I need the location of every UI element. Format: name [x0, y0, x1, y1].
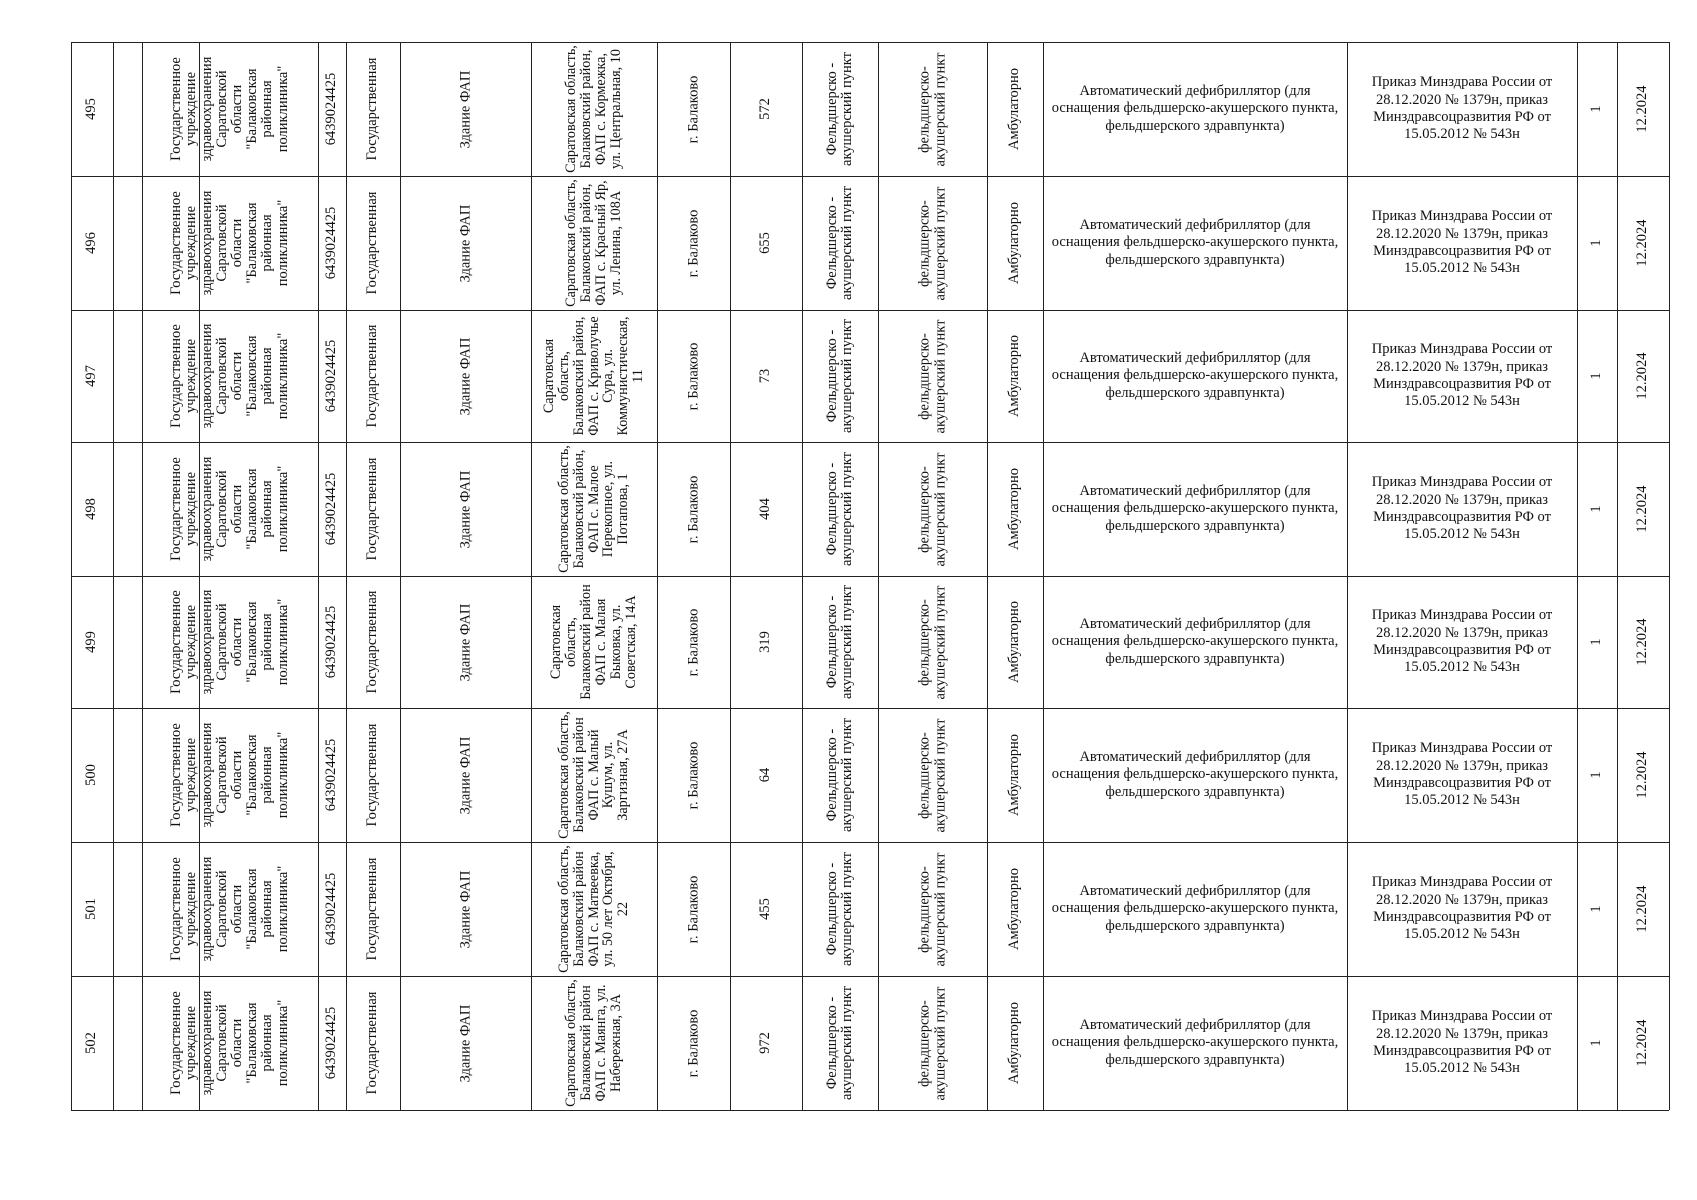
cell-text-city: г. Балаково: [684, 608, 701, 676]
cell-text-qty: 1: [1588, 905, 1605, 913]
cell-text-order: Приказ Минздрава России от 28.12.2020 № 1379н, приказ Минздравсоцразвития РФ от 15.05.2012 № 543н: [1371, 740, 1553, 809]
cell-text-address: Саратовская область, Балаковский район, ФАП с. Криволучье Сура, ул. Коммунистическая, 11: [540, 316, 647, 436]
cell-text-city: г. Балаково: [684, 209, 701, 277]
cell-text-date: 12.2024: [1634, 885, 1651, 933]
table-cell-equipment: [1043, 442, 1347, 576]
table-cell-type1: [802, 708, 878, 842]
table-cell-inn: [318, 976, 346, 1110]
table-cell-building: [400, 176, 531, 310]
cell-text-inn: 6439024425: [323, 72, 340, 146]
table-cell-ownership: [346, 310, 400, 442]
table-cell-order: [1347, 176, 1577, 310]
table-cell-qty: [1577, 442, 1617, 576]
table-cell-qty: [1577, 176, 1617, 310]
cell-text-ownership: Государственная: [364, 457, 381, 561]
table-cell-qty: [1577, 708, 1617, 842]
table-cell-address: [531, 576, 657, 708]
table-cell-ownership: [346, 176, 400, 310]
cell-text-order: Приказ Минздрава России от 28.12.2020 № 1379н, приказ Минздравсоцразвития РФ от 15.05.2012 № 543н: [1371, 1008, 1553, 1077]
cell-text-order: Приказ Минздрава России от 28.12.2020 № 1379н, приказ Минздравсоцразвития РФ от 15.05.2012 № 543н: [1371, 607, 1553, 676]
cell-text-order: Приказ Минздрава России от 28.12.2020 № 1379н, приказ Минздравсоцразвития РФ от 15.05.2012 № 543н: [1371, 341, 1553, 410]
table-cell-equipment: [1043, 842, 1347, 976]
table-cell-population: [730, 42, 802, 176]
cell-text-building: Здание ФАП: [456, 337, 473, 415]
cell-text-qty: 1: [1588, 638, 1605, 646]
table-cell-city: [657, 842, 730, 976]
table-cell-type2: [878, 842, 987, 976]
table-cell-population: [730, 310, 802, 442]
cell-text-date: 12.2024: [1634, 1019, 1651, 1067]
table-cell-order: [1347, 976, 1577, 1110]
table-cell-type1: [802, 842, 878, 976]
cell-text-care: Амбулаторно: [1006, 201, 1023, 285]
table-cell-date: [1617, 576, 1669, 708]
table-cell-building: [400, 576, 531, 708]
cell-text-care: Амбулаторно: [1006, 733, 1023, 817]
table-cell-population: [730, 176, 802, 310]
table-cell-org: [142, 576, 318, 708]
cell-text-city: г. Балаково: [684, 342, 701, 410]
table-cell-type2: [878, 442, 987, 576]
table-cell-num: [71, 310, 113, 442]
cell-text-type2: фельдшерско- акушерский пункт: [916, 52, 948, 166]
cell-text-num: 502: [83, 1032, 100, 1054]
table-cell-inn: [318, 842, 346, 976]
cell-text-ownership: Государственная: [364, 191, 381, 295]
table-cell-population: [730, 842, 802, 976]
table-cell-inn: [318, 708, 346, 842]
cell-text-org: Государственное учреждение здравоохранения Саратовской области "Балаковская районная поликлиника": [168, 323, 291, 429]
table-cell-type2: [878, 976, 987, 1110]
table-cell-ownership: [346, 576, 400, 708]
table-cell-care: [987, 310, 1043, 442]
table-cell-qty: [1577, 976, 1617, 1110]
cell-text-date: 12.2024: [1634, 219, 1651, 267]
cell-text-equipment: Автоматический дефибриллятор (для оснащения фельдшерско-акушерского пункта, фельдшерского здравпункта): [1051, 482, 1339, 534]
cell-text-building: Здание ФАП: [456, 870, 473, 948]
cell-text-city: г. Балаково: [684, 75, 701, 143]
table-cell-type1: [802, 442, 878, 576]
cell-text-city: г. Балаково: [684, 1009, 701, 1077]
table-cell-date: [1617, 976, 1669, 1110]
cell-text-address: Саратовская область, Балаковский район ФАП с. Матвеевка, ул. 50 лет Октября, 22: [555, 845, 632, 973]
cell-text-type2: фельдшерско- акушерский пункт: [916, 452, 948, 566]
cell-text-population: 404: [757, 498, 774, 520]
cell-text-org: Государственное учреждение здравоохранения Саратовской области "Балаковская районная поликлиника": [168, 190, 291, 296]
cell-text-ownership: Государственная: [364, 857, 381, 961]
cell-text-order: Приказ Минздрава России от 28.12.2020 № 1379н, приказ Минздравсоцразвития РФ от 15.05.2012 № 543н: [1371, 208, 1553, 277]
table-cell-qty: [1577, 42, 1617, 176]
table-cell-building: [400, 842, 531, 976]
table-cell-order: [1347, 576, 1577, 708]
table-cell-address: [531, 842, 657, 976]
cell-text-order: Приказ Минздрава России от 28.12.2020 № 1379н, приказ Минздравсоцразвития РФ от 15.05.2012 № 543н: [1371, 74, 1553, 143]
cell-text-type2: фельдшерско- акушерский пункт: [916, 718, 948, 832]
table-cell-building: [400, 976, 531, 1110]
cell-text-num: 496: [83, 232, 100, 254]
table-cell-date: [1617, 442, 1669, 576]
table-cell-care: [987, 176, 1043, 310]
cell-text-address: Саратовская область, Балаковский район, ФАП с. Красный Яр, ул. Ленина, 108А: [563, 179, 624, 307]
cell-text-inn: 6439024425: [323, 472, 340, 546]
table-cell-care: [987, 576, 1043, 708]
table-cell-order: [1347, 42, 1577, 176]
table-cell-address: [531, 310, 657, 442]
table-cell-qty: [1577, 310, 1617, 442]
table-cell-population: [730, 708, 802, 842]
cell-text-inn: 6439024425: [323, 738, 340, 812]
cell-text-population: 572: [757, 98, 774, 120]
table-cell-org: [142, 842, 318, 976]
cell-text-care: Амбулаторно: [1006, 334, 1023, 418]
table-cell-inn: [318, 176, 346, 310]
cell-text-qty: 1: [1588, 239, 1605, 247]
table-cell-type2: [878, 310, 987, 442]
table-cell-order: [1347, 310, 1577, 442]
table-cell-equipment: [1043, 42, 1347, 176]
table-row-border: [71, 1110, 1669, 1111]
cell-text-num: 500: [83, 764, 100, 786]
cell-text-qty: 1: [1588, 505, 1605, 513]
cell-text-type1: Фельдшерско - акушерский пункт: [823, 186, 855, 300]
cell-text-equipment: Автоматический дефибриллятор (для оснащения фельдшерско-акушерского пункта, фельдшерского здравпункта): [1051, 615, 1339, 667]
cell-text-type1: Фельдшерско - акушерский пункт: [823, 718, 855, 832]
table-cell-date: [1617, 310, 1669, 442]
table-cell-address: [531, 176, 657, 310]
cell-text-equipment: Автоматический дефибриллятор (для оснащения фельдшерско-акушерского пункта, фельдшерского здравпункта): [1051, 882, 1339, 934]
cell-text-equipment: Автоматический дефибриллятор (для оснащения фельдшерско-акушерского пункта, фельдшерского здравпункта): [1051, 748, 1339, 800]
table-cell-org: [142, 310, 318, 442]
cell-text-date: 12.2024: [1634, 751, 1651, 799]
cell-text-care: Амбулаторно: [1006, 1001, 1023, 1085]
table-cell-city: [657, 976, 730, 1110]
table-cell-building: [400, 708, 531, 842]
table-cell-address: [531, 442, 657, 576]
cell-text-equipment: Автоматический дефибриллятор (для оснащения фельдшерско-акушерского пункта, фельдшерского здравпункта): [1051, 82, 1339, 134]
table-cell-equipment: [1043, 310, 1347, 442]
cell-text-org: Государственное учреждение здравоохранения Саратовской области "Балаковская районная поликлиника": [168, 990, 291, 1096]
cell-text-date: 12.2024: [1634, 352, 1651, 400]
cell-text-type2: фельдшерско- акушерский пункт: [916, 986, 948, 1100]
table-cell-type2: [878, 42, 987, 176]
cell-text-org: Государственное учреждение здравоохранения Саратовской области "Балаковская районная поликлиника": [168, 589, 291, 695]
table-cell-num: [71, 842, 113, 976]
cell-text-inn: 6439024425: [323, 1006, 340, 1080]
cell-text-address: Саратовская область, Балаковский район ФАП с. Малый Кушум, ул. Заргизная, 27А: [555, 711, 632, 839]
table-cell-address: [531, 708, 657, 842]
cell-text-num: 501: [83, 898, 100, 920]
table-cell-address: [531, 976, 657, 1110]
table-cell-city: [657, 708, 730, 842]
cell-text-care: Амбулаторно: [1006, 467, 1023, 551]
table-cell-equipment: [1043, 976, 1347, 1110]
table-cell-ownership: [346, 842, 400, 976]
cell-text-inn: 6439024425: [323, 339, 340, 413]
table-cell-num: [71, 176, 113, 310]
cell-text-building: Здание ФАП: [456, 1004, 473, 1082]
table-cell-city: [657, 576, 730, 708]
cell-text-type1: Фельдшерско - акушерский пункт: [823, 452, 855, 566]
cell-text-building: Здание ФАП: [456, 470, 473, 548]
cell-text-care: Амбулаторно: [1006, 867, 1023, 951]
table-cell-city: [657, 310, 730, 442]
cell-text-building: Здание ФАП: [456, 736, 473, 814]
table-cell-equipment: [1043, 708, 1347, 842]
table-cell-care: [987, 976, 1043, 1110]
table-cell-inn: [318, 442, 346, 576]
table-cell-ownership: [346, 42, 400, 176]
table-cell-date: [1617, 176, 1669, 310]
cell-text-care: Амбулаторно: [1006, 600, 1023, 684]
table-cell-org: [142, 42, 318, 176]
cell-text-qty: 1: [1588, 105, 1605, 113]
cell-text-type2: фельдшерско- акушерский пункт: [916, 585, 948, 699]
cell-text-ownership: Государственная: [364, 590, 381, 694]
cell-text-num: 498: [83, 498, 100, 520]
cell-text-address: Саратовская область, Балаковский район ФАП с. Маянга, ул. Набережная, 3А: [563, 979, 624, 1107]
table-cell-num: [71, 576, 113, 708]
table-cell-inn: [318, 42, 346, 176]
table-cell-care: [987, 708, 1043, 842]
cell-text-date: 12.2024: [1634, 485, 1651, 533]
table-cell-city: [657, 176, 730, 310]
table-cell-address: [531, 42, 657, 176]
cell-text-care: Амбулаторно: [1006, 67, 1023, 151]
table-column-border: [1669, 42, 1670, 1110]
cell-text-org: Государственное учреждение здравоохранения Саратовской области "Балаковская районная поликлиника": [168, 456, 291, 562]
table-cell-inn: [318, 310, 346, 442]
cell-text-ownership: Государственная: [364, 57, 381, 161]
cell-text-address: Саратовская область, Балаковский район, ФАП с. Кормежка, ул. Центральная, 10: [563, 45, 624, 173]
cell-text-order: Приказ Минздрава России от 28.12.2020 № 1379н, приказ Минздравсоцразвития РФ от 15.05.2012 № 543н: [1371, 474, 1553, 543]
table-cell-care: [987, 442, 1043, 576]
cell-text-ownership: Государственная: [364, 991, 381, 1095]
table-cell-type2: [878, 708, 987, 842]
cell-text-population: 319: [757, 631, 774, 653]
table-cell-equipment: [1043, 576, 1347, 708]
table-cell-equipment: [1043, 176, 1347, 310]
cell-text-date: 12.2024: [1634, 618, 1651, 666]
cell-text-address: Саратовская область, Балаковский район ФАП с. Малая Быковка, ул. Советская, 14А: [548, 584, 639, 700]
table-cell-qty: [1577, 576, 1617, 708]
cell-text-org: Государственное учреждение здравоохранения Саратовской области "Балаковская районная поликлиника": [168, 56, 291, 162]
cell-text-org: Государственное учреждение здравоохранения Саратовской области "Балаковская районная поликлиника": [168, 722, 291, 828]
table-cell-type1: [802, 176, 878, 310]
table-cell-city: [657, 42, 730, 176]
cell-text-type1: Фельдшерско - акушерский пункт: [823, 319, 855, 433]
table-cell-population: [730, 442, 802, 576]
cell-text-order: Приказ Минздрава России от 28.12.2020 № 1379н, приказ Минздравсоцразвития РФ от 15.05.2012 № 543н: [1371, 874, 1553, 943]
cell-text-type1: Фельдшерско - акушерский пункт: [823, 852, 855, 966]
table-cell-population: [730, 576, 802, 708]
cell-text-type1: Фельдшерско - акушерский пункт: [823, 986, 855, 1100]
table-cell-type1: [802, 976, 878, 1110]
table-cell-org: [142, 176, 318, 310]
table-cell-order: [1347, 708, 1577, 842]
cell-text-address: Саратовская область, Балаковский район, ФАП с. Малое Перекопное, ул. Потапова, 1: [555, 445, 632, 573]
table-cell-order: [1347, 842, 1577, 976]
cell-text-equipment: Автоматический дефибриллятор (для оснащения фельдшерско-акушерского пункта, фельдшерского здравпункта): [1051, 349, 1339, 401]
table-cell-city: [657, 442, 730, 576]
cell-text-inn: 6439024425: [323, 605, 340, 679]
table-cell-care: [987, 42, 1043, 176]
cell-text-equipment: Автоматический дефибриллятор (для оснащения фельдшерско-акушерского пункта, фельдшерского здравпункта): [1051, 1016, 1339, 1068]
table-cell-population: [730, 976, 802, 1110]
cell-text-inn: 6439024425: [323, 206, 340, 280]
cell-text-population: 655: [757, 232, 774, 254]
table-cell-building: [400, 42, 531, 176]
cell-text-type1: Фельдшерско - акушерский пункт: [823, 585, 855, 699]
cell-text-type2: фельдшерско- акушерский пункт: [916, 319, 948, 433]
cell-text-population: 73: [757, 368, 774, 384]
cell-text-inn: 6439024425: [323, 872, 340, 946]
cell-text-ownership: Государственная: [364, 324, 381, 428]
cell-text-city: г. Балаково: [684, 741, 701, 809]
cell-text-num: 499: [83, 631, 100, 653]
cell-text-population: 455: [757, 898, 774, 920]
cell-text-building: Здание ФАП: [456, 70, 473, 148]
table-cell-date: [1617, 708, 1669, 842]
cell-text-ownership: Государственная: [364, 723, 381, 827]
table-cell-type1: [802, 576, 878, 708]
cell-text-city: г. Балаково: [684, 875, 701, 943]
table-cell-date: [1617, 42, 1669, 176]
table-cell-order: [1347, 442, 1577, 576]
table-cell-type2: [878, 576, 987, 708]
cell-text-type2: фельдшерско- акушерский пункт: [916, 186, 948, 300]
cell-text-org: Государственное учреждение здравоохранения Саратовской области "Балаковская районная поликлиника": [168, 856, 291, 962]
table-cell-type2: [878, 176, 987, 310]
cell-text-date: 12.2024: [1634, 85, 1651, 133]
table-cell-org: [142, 442, 318, 576]
table-cell-num: [71, 708, 113, 842]
table-cell-org: [142, 708, 318, 842]
cell-text-population: 972: [757, 1032, 774, 1054]
table-cell-org: [142, 976, 318, 1110]
table-cell-ownership: [346, 442, 400, 576]
table-cell-ownership: [346, 976, 400, 1110]
table-cell-inn: [318, 576, 346, 708]
cell-text-building: Здание ФАП: [456, 603, 473, 681]
table-cell-type1: [802, 310, 878, 442]
table-cell-care: [987, 842, 1043, 976]
cell-text-population: 64: [757, 767, 774, 783]
cell-text-equipment: Автоматический дефибриллятор (для оснащения фельдшерско-акушерского пункта, фельдшерского здравпункта): [1051, 216, 1339, 268]
table-cell-num: [71, 442, 113, 576]
table-cell-qty: [1577, 842, 1617, 976]
table-cell-num: [71, 976, 113, 1110]
table-cell-num: [71, 42, 113, 176]
cell-text-type1: Фельдшерско - акушерский пункт: [823, 52, 855, 166]
cell-text-num: 495: [83, 98, 100, 120]
cell-text-num: 497: [83, 365, 100, 387]
table-cell-building: [400, 310, 531, 442]
cell-text-qty: 1: [1588, 771, 1605, 779]
cell-text-qty: 1: [1588, 372, 1605, 380]
cell-text-city: г. Балаково: [684, 475, 701, 543]
table-cell-date: [1617, 842, 1669, 976]
table-cell-building: [400, 442, 531, 576]
cell-text-building: Здание ФАП: [456, 204, 473, 282]
cell-text-type2: фельдшерско- акушерский пункт: [916, 852, 948, 966]
cell-text-qty: 1: [1588, 1039, 1605, 1047]
table-cell-ownership: [346, 708, 400, 842]
table-cell-type1: [802, 42, 878, 176]
